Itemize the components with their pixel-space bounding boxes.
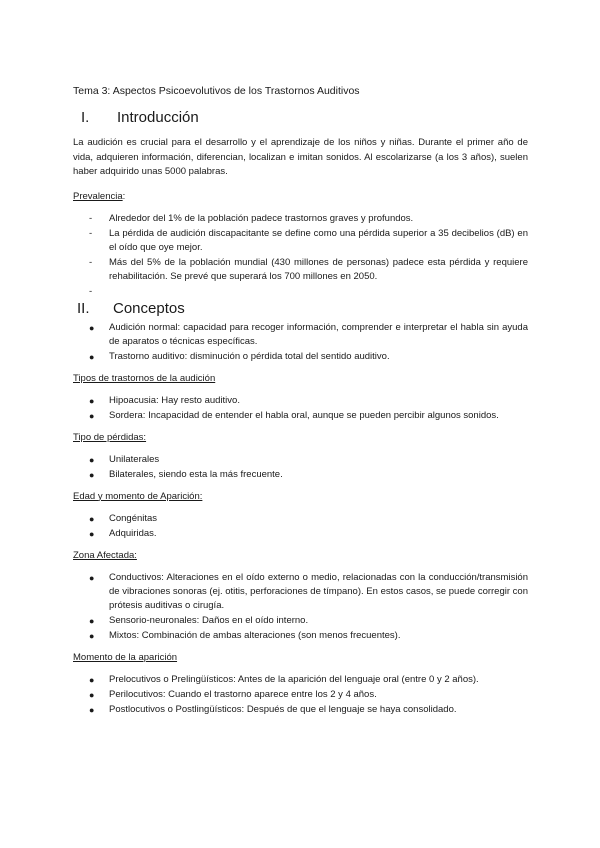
list-item-text: La pérdida de audición discapacitante se define como una pérdida superior a 35 decibelios (dB) en el oído que oye mejor. <box>109 227 528 253</box>
intro-paragraph: La audición es crucial para el desarrollo y el aprendizaje de los niños y niñas. Durante el primer año de vida, adquieren información, diferencian, localizan e imitan sonidos. Al escolarizarse (a los 3 años), suelen haber adquirido unas 5000 palabras. <box>73 137 528 177</box>
list-item <box>73 527 528 541</box>
list-item-text: Sordera: Incapacidad de entender el habla oral, aunque se pueden percibir algunos sonidos. <box>109 409 499 421</box>
bullet-marker: ● <box>89 410 95 421</box>
group-heading-tipo-perdidas: Tipo de pérdidas: <box>73 431 147 443</box>
bullet-marker: ● <box>89 469 95 480</box>
list-item-text: Hipoacusia: Hay resto auditivo. <box>109 394 240 406</box>
list-item-text: Conductivos: Alteraciones en el oído externo o medio, relacionadas con la conducción/transmisión de vibraciones sonoras (ej. otitis, perforaciones de tímpano). En estos casos, se puede corregir con prótesis auditivas o cirugía. <box>109 571 528 611</box>
concepts-list <box>73 321 528 364</box>
section-title: Conceptos <box>113 299 185 317</box>
list-item <box>73 468 528 482</box>
list-item <box>73 571 528 613</box>
group-list-edad-aparicion <box>73 512 528 541</box>
list-item <box>73 453 528 467</box>
list-item-text: Sensorio-neuronales: Daños en el oído interno. <box>109 614 309 626</box>
bullet-marker: ● <box>89 395 95 406</box>
bullet-marker: ● <box>89 615 95 626</box>
prevalence-heading <box>73 190 528 204</box>
list-item <box>73 614 528 628</box>
group-list-momento-aparicion <box>73 673 528 717</box>
list-item <box>73 227 528 255</box>
bullet-marker: ● <box>89 454 95 465</box>
list-item-text: Postlocutivos o Postlingüísticos: Después de que el lenguaje se haya consolidado. <box>109 703 457 715</box>
list-item-text: Perilocutivos: Cuando el trastorno aparece entre los 2 y 4 años. <box>109 688 377 700</box>
prevalence-list <box>73 212 528 297</box>
list-item <box>73 409 528 423</box>
list-item-text: Adquiridas. <box>109 527 157 539</box>
bullet-marker: ● <box>89 351 95 362</box>
list-item-text: Más del 5% de la población mundial (430 millones de personas) padece esta pérdida y requiere rehabilitación. Se prevé que superará los 700 millones en 2050. <box>109 256 528 282</box>
group-heading-momento-aparicion: Momento de la aparición <box>73 651 178 663</box>
bullet-marker: ● <box>89 528 95 539</box>
list-item <box>73 673 528 687</box>
list-item <box>73 629 528 643</box>
list-item <box>73 285 528 297</box>
bullet-marker: ● <box>89 513 95 524</box>
prevalence-label: Prevalencia <box>73 190 123 202</box>
bullet-marker: ● <box>89 674 95 685</box>
dash-marker: - <box>89 227 93 239</box>
group-list-tipo-perdidas <box>73 453 528 482</box>
bullet-marker: ● <box>89 322 95 333</box>
list-item-text: Unilaterales <box>109 453 160 465</box>
list-item <box>73 512 528 526</box>
list-item-text: Congénitas <box>109 512 158 524</box>
section-title: Introducción <box>117 109 199 126</box>
list-item-text: Alrededor del 1% de la población padece trastornos graves y profundos. <box>109 212 414 224</box>
group-heading-edad-aparicion: Edad y momento de Aparición: <box>73 490 203 502</box>
section-number: II. <box>77 299 90 317</box>
section-number: I. <box>81 109 90 126</box>
group-heading-zona-afectada: Zona Afectada: <box>73 549 137 561</box>
prevalence-colon: : <box>122 190 126 202</box>
group-list-zona-afectada <box>73 571 528 643</box>
dash-marker: - <box>89 212 93 224</box>
list-item-text: Audición normal: capacidad para recoger información, comprender e interpretar el habla sin ayuda de aparatos o técnicas específicas. <box>109 321 528 347</box>
list-item <box>73 256 528 284</box>
list-item-text: Mixtos: Combinación de ambas alteraciones (son menos frecuentes). <box>109 629 401 641</box>
bullet-marker: ● <box>89 630 95 641</box>
list-item-text: Prelocutivos o Prelingüísticos: Antes de la aparición del lenguaje oral (entre 0 y 2 años). <box>109 673 479 685</box>
dash-marker: - <box>89 256 93 268</box>
section-heading-introduccion <box>73 108 528 128</box>
list-item <box>73 212 528 226</box>
dash-marker: - <box>89 285 93 297</box>
section-heading-conceptos <box>73 299 528 319</box>
bullet-marker: ● <box>89 572 95 583</box>
list-item <box>73 350 528 364</box>
list-item <box>73 321 528 349</box>
document-page <box>73 84 528 723</box>
list-item <box>73 703 528 717</box>
list-item <box>73 394 528 408</box>
bullet-marker: ● <box>89 689 95 700</box>
list-item-text: Bilaterales, siendo esta la más frecuente. <box>109 468 283 480</box>
list-item <box>73 688 528 702</box>
group-heading-tipos-trastornos: Tipos de trastornos de la audición <box>73 372 216 384</box>
list-item-text: Trastorno auditivo: disminución o pérdida total del sentido auditivo. <box>109 350 390 362</box>
group-list-tipos-trastornos <box>73 394 528 423</box>
document-title: Tema 3: Aspectos Psicoevolutivos de los Trastornos Auditivos <box>73 85 360 97</box>
bullet-marker: ● <box>89 704 95 715</box>
